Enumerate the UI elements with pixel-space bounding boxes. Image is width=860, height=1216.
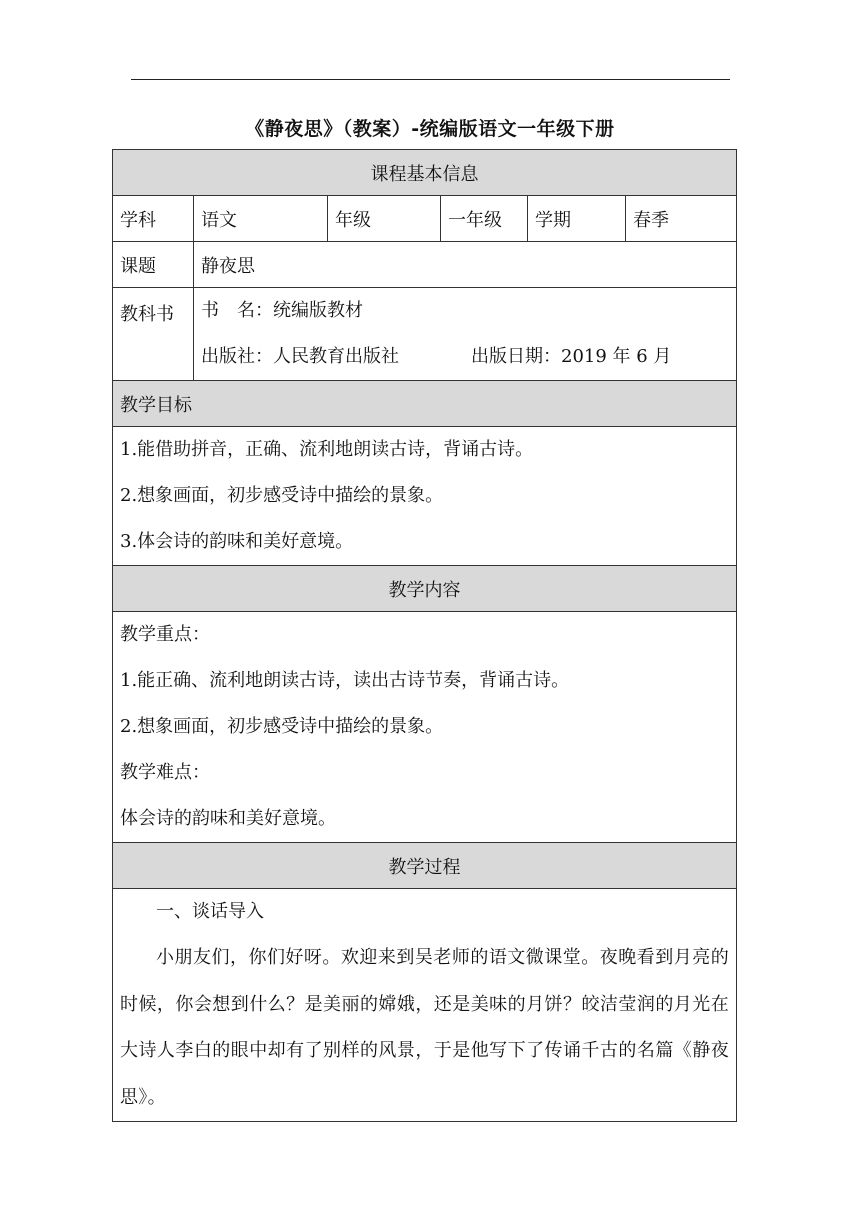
publication-date: 出版日期：2019 年 6 月 — [471, 346, 672, 367]
top-rule — [131, 79, 730, 80]
objective-item: 1.能借助拼音，正确、流利地朗读古诗，背诵古诗。 — [120, 439, 534, 460]
objective-item: 2.想象画面，初步感受诗中描绘的景象。 — [120, 485, 444, 506]
objective-item: 3.体会诗的韵味和美好意境。 — [120, 531, 354, 552]
content-body — [113, 612, 737, 843]
objectives-header: 教学目标 — [113, 381, 737, 427]
subject-label: 学科 — [113, 196, 194, 242]
topic-value: 静夜思 — [194, 242, 737, 288]
process-body — [113, 889, 737, 1122]
basic-info-header: 课程基本信息 — [113, 150, 737, 196]
textbook-label: 教科书 — [113, 288, 194, 381]
document-title: 《静夜思》（教案）-统编版语文一年级下册 — [245, 118, 615, 140]
key-point-item: 1.能正确、流利地朗读古诗，读出古诗节奏，背诵古诗。 — [120, 670, 570, 691]
difficulty-label: 教学难点： — [120, 762, 210, 783]
term-value: 春季 — [626, 196, 737, 242]
section-title: 一、谈话导入 — [156, 901, 264, 922]
lesson-plan-table — [112, 149, 737, 1122]
process-header: 教学过程 — [113, 843, 737, 889]
key-point-item: 2.想象画面，初步感受诗中描绘的景象。 — [120, 716, 444, 737]
subject-value: 语文 — [194, 196, 328, 242]
book-name: 书 名：统编版教材 — [201, 300, 363, 321]
grade-label: 年级 — [328, 196, 441, 242]
content-header: 教学内容 — [113, 566, 737, 612]
difficulty-text: 体会诗的韵味和美好意境。 — [120, 808, 336, 829]
objectives-list — [113, 427, 737, 566]
publisher-line — [201, 334, 729, 380]
publisher: 出版社：人民教育出版社 — [201, 346, 399, 367]
term-label: 学期 — [528, 196, 626, 242]
textbook-info — [194, 288, 737, 381]
grade-value: 一年级 — [441, 196, 528, 242]
key-points-label: 教学重点： — [120, 624, 210, 645]
section-paragraph: 小朋友们，你们好呀。欢迎来到吴老师的语文微课堂。夜晚看到月亮的时候，你会想到什么？是美丽的嫦娥，还是美味的月饼？皎洁莹润的月光在大诗人李白的眼中却有了别样的风景，于是他写下了传诵千古的名篇《静夜思》。 — [120, 947, 729, 1108]
topic-label: 课题 — [113, 242, 194, 288]
